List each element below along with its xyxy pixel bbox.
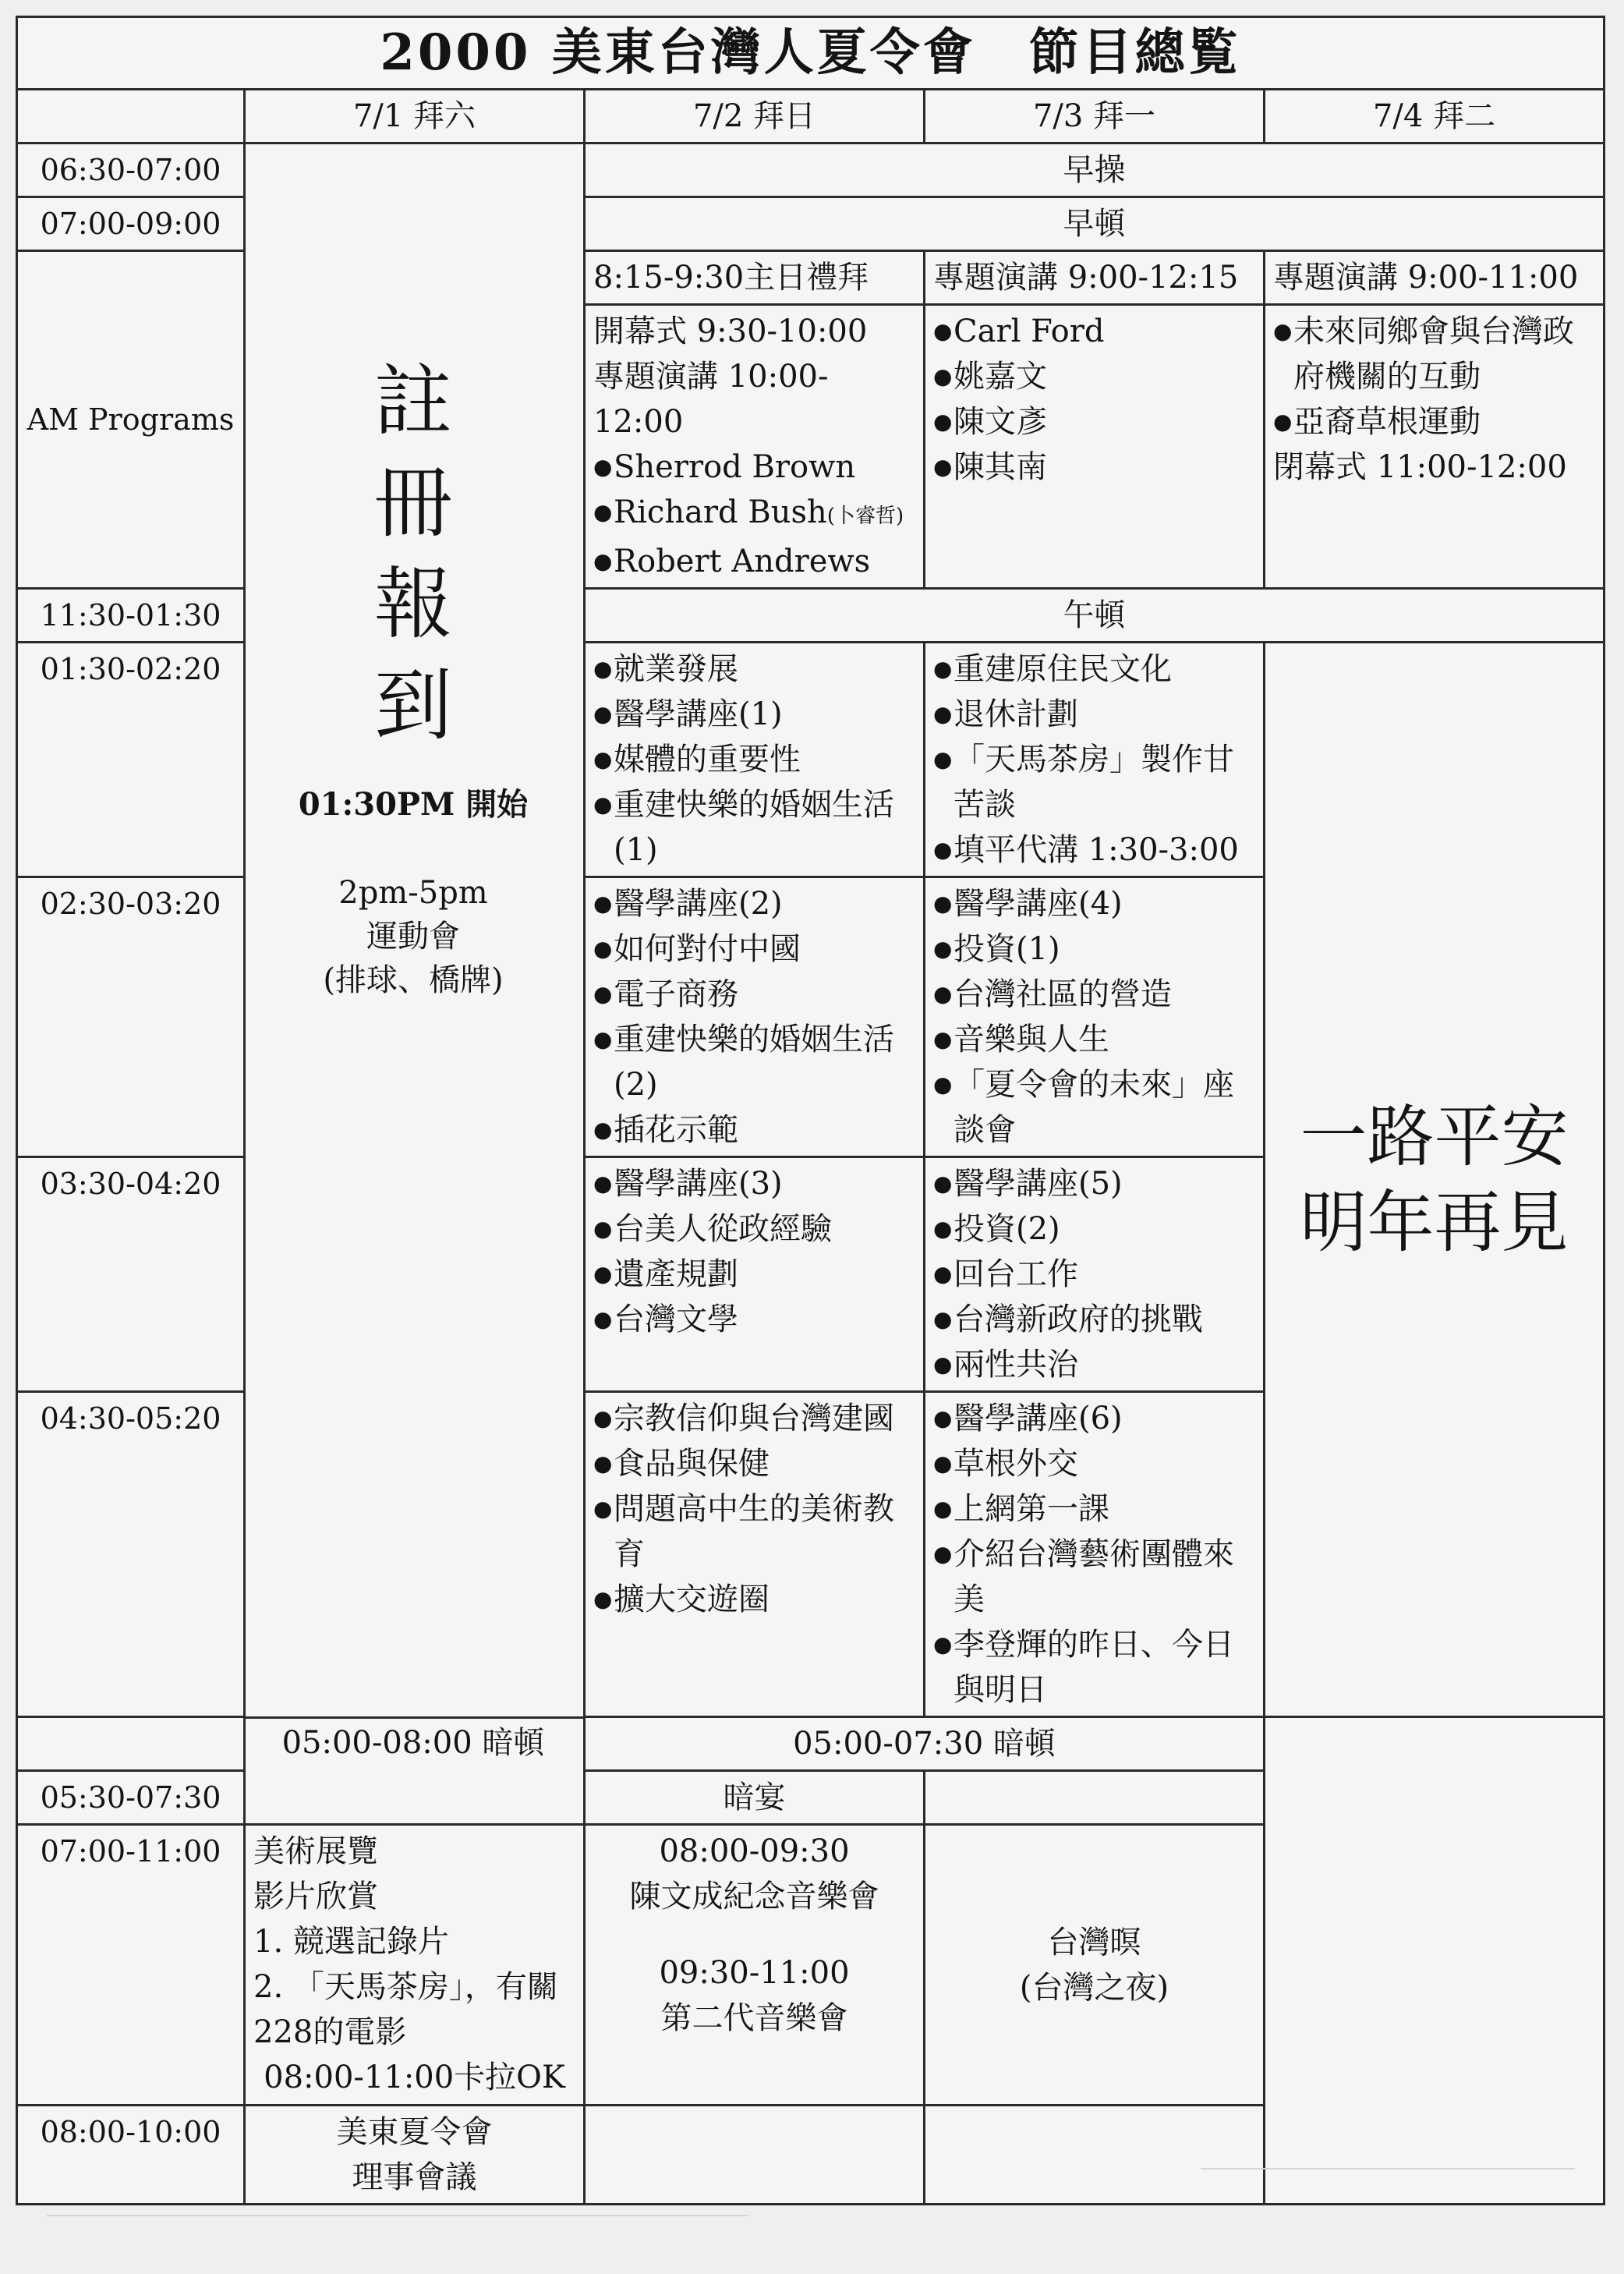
topic-item: ● 就業發展 <box>593 646 915 692</box>
session-day3 <box>925 1157 1265 1392</box>
topic-item: ● 亞裔草根運動 <box>1273 399 1595 445</box>
evening-day2 <box>585 1825 925 2106</box>
farewell-line: 一路平安 <box>1300 1097 1569 1176</box>
session-day3 <box>925 643 1265 877</box>
topic-item: ● 「天馬茶房」製作甘苦談 <box>933 737 1255 827</box>
topic-item: ● 填平代溝 1:30-3:00 <box>933 827 1255 873</box>
concert-title: 陳文成紀念音樂會 <box>629 1879 879 1914</box>
topic-item: ● 投資(1) <box>933 926 1255 972</box>
dinner-divider <box>245 1716 585 1719</box>
keynote-session: 專題演講 10:00-12:00 <box>593 359 829 440</box>
session-day2 <box>585 1392 925 1717</box>
topic-item: ● 重建快樂的婚姻生活(1) <box>593 782 915 873</box>
activity-line: 2. 「天馬茶房」，有關228的電影 <box>253 1969 558 2050</box>
closing-ceremony: 閉幕式 11:00-12:00 <box>1273 449 1567 485</box>
farewell-message <box>1265 643 1605 1717</box>
speaker-item: ● Robert Andrews <box>593 539 915 584</box>
topic-item: ● 兩性共治 <box>933 1342 1255 1387</box>
board-meeting-line: 美東夏令會 <box>336 2114 493 2150</box>
topic-item: ● 醫學講座(3) <box>593 1161 915 1206</box>
sports-event: 運動會 <box>366 919 460 955</box>
board-meeting-line: 理事會議 <box>352 2159 477 2195</box>
day-header-3: 7/3 拜一 <box>925 90 1265 143</box>
time-slot: 11:30-01:30 <box>17 589 245 643</box>
topic-item: ● 草根外交 <box>933 1441 1255 1486</box>
topic-item: ● 食品與保健 <box>593 1441 915 1486</box>
time-slot: 06:30-07:00 <box>17 143 245 197</box>
speaker-item: ● Carl Ford <box>933 309 1255 354</box>
am-program-day3 <box>925 251 1265 589</box>
topic-item: ● 投資(2) <box>933 1206 1255 1252</box>
topic-item: ● 醫學講座(4) <box>933 881 1255 926</box>
activity-line: 1. 競選記錄片 <box>253 1924 449 1960</box>
event-lunch: 午頓 <box>585 589 1605 643</box>
activity-line: 08:00-11:00卡拉OK <box>264 2060 565 2095</box>
session-day2 <box>585 643 925 877</box>
topic-item: ● 醫學講座(1) <box>593 692 915 737</box>
speaker-item: ● 姚嘉文 <box>933 354 1255 399</box>
topic-item: ● 問題高中生的美術教育 <box>593 1486 915 1577</box>
event-dinner: 05:00-07:30 暗頓 <box>585 1717 1265 1771</box>
topic-item: ● 音樂與人生 <box>933 1017 1255 1062</box>
sports-time: 2pm-5pm <box>338 875 488 911</box>
topic-item: ● 介紹台灣藝術團體來美 <box>933 1532 1255 1622</box>
time-slot: 04:30-05:20 <box>17 1392 245 1717</box>
registration-char: 報 <box>374 558 452 650</box>
day3-banquet-empty <box>925 1771 1265 1825</box>
session-day2 <box>585 1157 925 1392</box>
time-slot: 02:30-03:20 <box>17 877 245 1157</box>
session-day3 <box>925 877 1265 1157</box>
topic-item: ● 如何對付中國 <box>593 926 915 972</box>
time-slot: 07:00-09:00 <box>17 197 245 251</box>
speaker-item: ● 陳文彥 <box>933 399 1255 445</box>
taiwan-night-sub: (台灣之夜) <box>1019 1969 1169 2006</box>
speaker-item: ● Sherrod Brown <box>593 445 915 490</box>
topic-item: ● 台灣社區的營造 <box>933 972 1255 1017</box>
topic-item: ● 回台工作 <box>933 1252 1255 1297</box>
registration-overlay <box>246 351 581 1002</box>
activity-line: 影片欣賞 <box>253 1879 378 1914</box>
topic-item: ● 台美人從政經驗 <box>593 1206 915 1252</box>
concert-title: 第二代音樂會 <box>660 2000 848 2036</box>
schedule-table <box>16 16 1605 2205</box>
keynote-session: 專題演講 9:00-11:00 <box>1265 252 1603 306</box>
topic-item: ● 李登輝的昨日、今日與明日 <box>933 1622 1255 1713</box>
topic-item: ● 宗教信仰與台灣建國 <box>593 1396 915 1441</box>
registration-start: 01:30PM 開始 <box>298 786 529 823</box>
schedule-sheet <box>16 16 1603 2195</box>
day1-dinner: 05:00-08:00 暗頓 <box>281 1724 545 1761</box>
time-slot: 05:30-07:30 <box>17 1771 245 1825</box>
time-slot: 08:00-10:00 <box>17 2106 245 2205</box>
event-morning-exercise: 早操 <box>585 143 1605 197</box>
opening-ceremony: 開幕式 9:30-10:00 <box>593 313 868 349</box>
concert-time: 09:30-11:00 <box>659 1955 850 1991</box>
day4-evening-empty <box>1265 1717 1605 2205</box>
topic-item: ● 遺產規劃 <box>593 1252 915 1297</box>
am-program-day2 <box>585 251 925 589</box>
sports-detail: (排球、橋牌) <box>323 962 504 998</box>
time-slot-am: AM Programs <box>17 251 245 589</box>
day-header-2: 7/2 拜日 <box>585 90 925 143</box>
activity-line: 美術展覽 <box>253 1833 378 1869</box>
time-slot: 07:00-11:00 <box>17 1825 245 2106</box>
topic-item: ● 媒體的重要性 <box>593 737 915 782</box>
farewell-line: 明年再見 <box>1300 1183 1569 1262</box>
day-header-4: 7/4 拜二 <box>1265 90 1605 143</box>
registration-char: 註 <box>374 356 452 447</box>
topic-item: ● 退休計劃 <box>933 692 1255 737</box>
topic-item: ● 「夏令會的未來」座談會 <box>933 1062 1255 1153</box>
time-slot: 03:30-04:20 <box>17 1157 245 1392</box>
event-breakfast: 早頓 <box>585 197 1605 251</box>
topic-item: ● 重建快樂的婚姻生活(2) <box>593 1017 915 1107</box>
topic-item: ● 電子商務 <box>593 972 915 1017</box>
topic-item: ● 未來同鄉會與台灣政府機關的互動 <box>1273 309 1595 399</box>
topic-item: ● 台灣文學 <box>593 1297 915 1342</box>
taiwan-night: 台灣暝 <box>1047 1924 1141 1961</box>
speaker-item: ● 陳其南 <box>933 445 1255 490</box>
corner-cell <box>17 90 245 143</box>
am-program-day4 <box>1265 251 1605 589</box>
event-banquet: 暗宴 <box>585 1771 925 1825</box>
day-header-1: 7/1 拜六 <box>245 90 585 143</box>
topic-item: ● 醫學講座(6) <box>933 1396 1255 1441</box>
topic-item: ● 重建原住民文化 <box>933 646 1255 692</box>
registration-char: 冊 <box>374 457 452 548</box>
time-slot: 01:30-02:20 <box>17 643 245 877</box>
evening-day1 <box>245 1825 585 2106</box>
page-footer-ghost <box>0 2137 1624 2274</box>
topic-item: ● 台灣新政府的挑戰 <box>933 1297 1255 1342</box>
topic-item: ● 插花示範 <box>593 1107 915 1153</box>
topic-item: ● 醫學講座(5) <box>933 1161 1255 1206</box>
registration-char: 到 <box>374 660 452 751</box>
topic-item: ● 擴大交遊圈 <box>593 1577 915 1622</box>
topic-item: ● 上網第一課 <box>933 1486 1255 1532</box>
session-day3 <box>925 1392 1265 1717</box>
speaker-item: ● Richard Bush(卜睿哲) <box>593 490 915 539</box>
topic-item: ● 醫學講座(2) <box>593 881 915 926</box>
page-title: 2000 美東台灣人夏令會 節目總覧 <box>17 17 1605 90</box>
concert-time: 08:00-09:30 <box>659 1833 850 1869</box>
sunday-worship: 8:15-9:30主日禮拜 <box>586 252 923 306</box>
session-day2 <box>585 877 925 1157</box>
time-slot-empty <box>17 1717 245 1771</box>
keynote-session: 專題演講 9:00-12:15 <box>925 252 1263 306</box>
evening-day3 <box>925 1825 1265 2106</box>
